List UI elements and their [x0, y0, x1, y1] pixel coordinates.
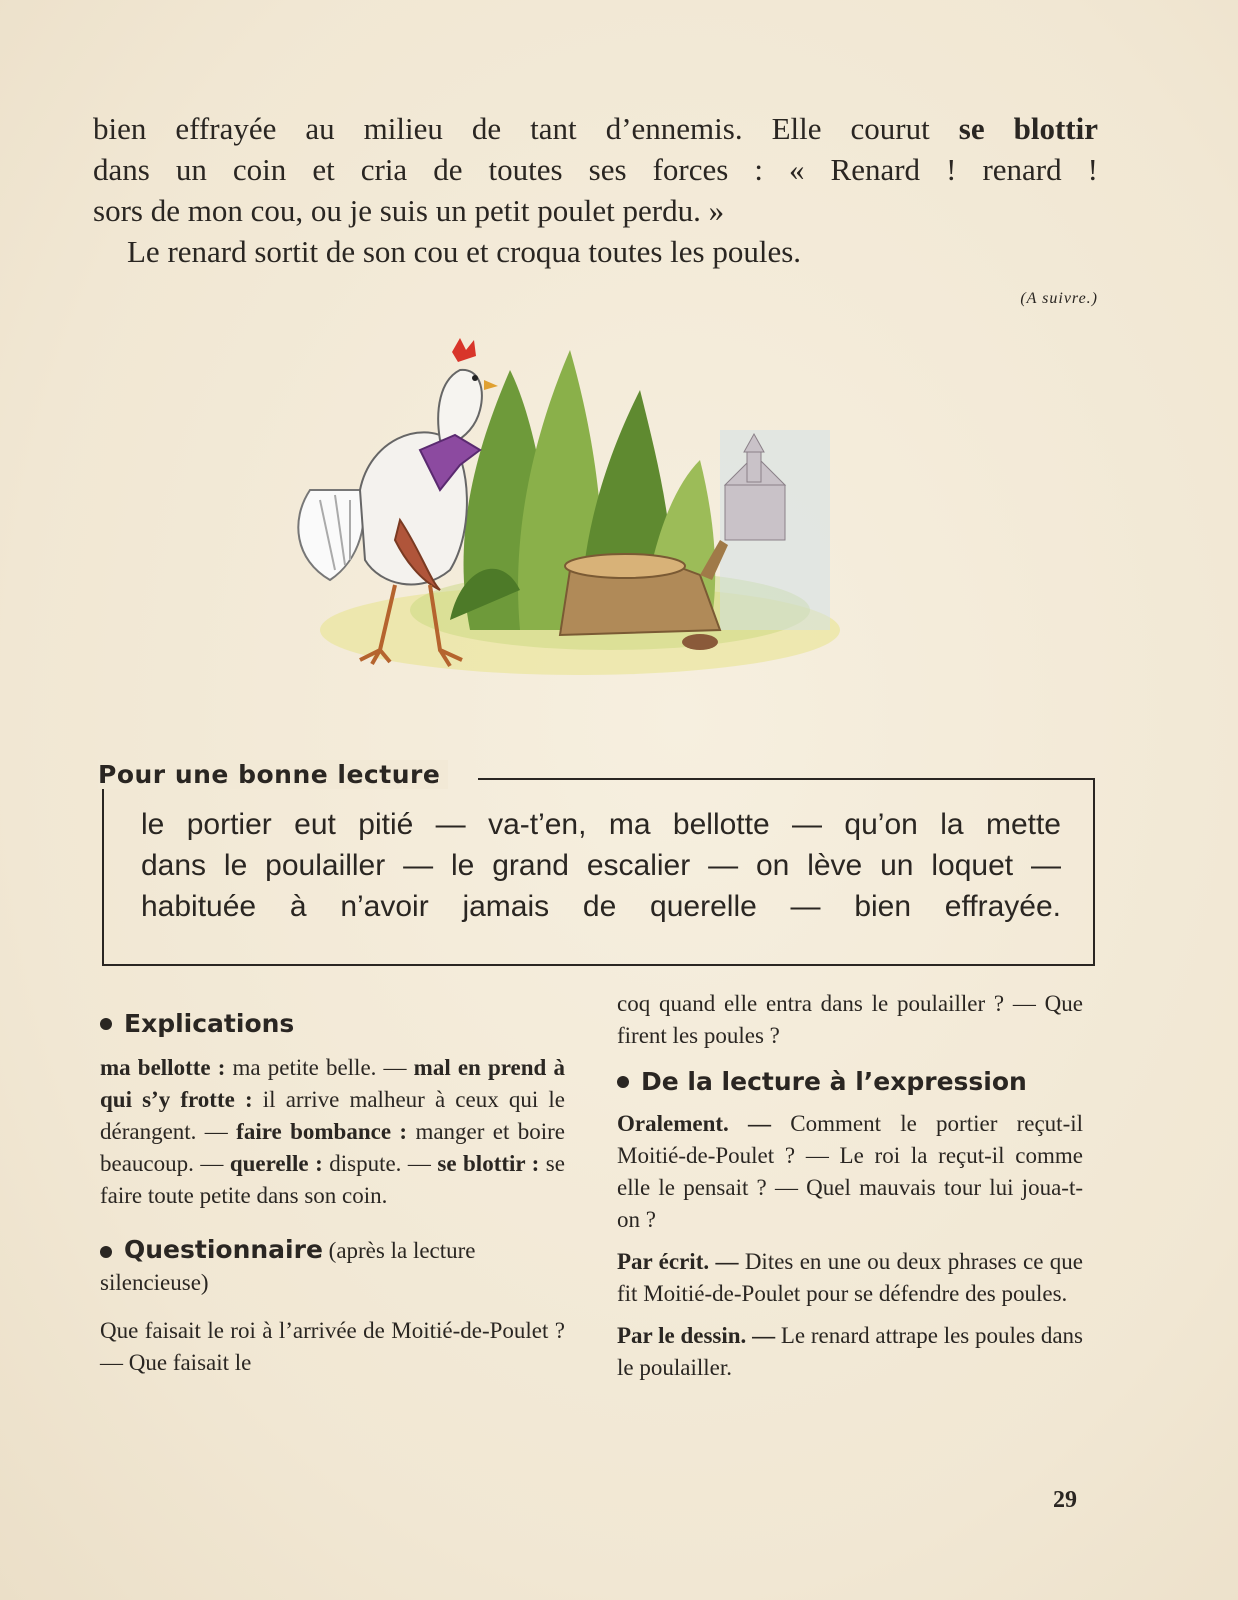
story-text [93, 108, 1098, 272]
questionnaire-text-right: coq quand elle entra dans le poulailler ? — Que firent les poules ? [617, 991, 1083, 1048]
page-number: 29 [1053, 1487, 1077, 1513]
bullet-icon [100, 1246, 112, 1258]
right-column [617, 991, 1084, 1384]
par-le-dessin-text: Par le dessin. — Le renard attrape les poules dans le poulailler. [617, 1323, 1083, 1380]
story-line-1: bien effrayée au milieu de tant d’ennemis. Elle courut [93, 111, 959, 146]
explications-title: Explications [124, 1009, 295, 1038]
story-line-3: sors de mon cou, ou je suis un petit poulet perdu. » [93, 193, 725, 228]
expression-title: De la lecture à l’expression [641, 1067, 1027, 1096]
questionnaire-subtitle: (après la lecture silencieuse) [100, 1238, 476, 1295]
oralement-text: Oralement. — Comment le portier reçut-il Moitié-de-Poulet ? — Le roi la reçut-il comme elle le pensait ? — Quel mauvais tour lui joua-t-on ? [617, 1111, 1084, 1232]
questionnaire-heading [100, 1234, 565, 1299]
story-keyword: se blottir [958, 111, 1099, 146]
section-heading-pour-une-bonne-lecture: Pour une bonne lecture [98, 760, 448, 789]
reading-line-1: le portier eut pitié — va-t’en, ma bellotte — qu’on la mette [141, 808, 1061, 841]
par-ecrit-text: Par écrit. — Dites en une ou deux phrases ce que fit Moitié-de-Poulet pour se défendre des poules. [617, 1249, 1083, 1306]
left-column [100, 1008, 565, 1379]
story-line-2: dans un coin et cria de toutes ses forces : « Renard ! renard ! [93, 152, 1098, 187]
reading-line-3: habituée à n’avoir jamais de querelle — bien effrayée. [141, 890, 1061, 923]
questionnaire-title: Questionnaire [124, 1235, 323, 1264]
bullet-icon [617, 1076, 629, 1088]
questionnaire-text-left: Que faisait le roi à l’arrivée de Moitié-de-Poulet ? — Que faisait le [100, 1318, 565, 1375]
reading-line-2: dans le poulailler — le grand escalier — on lève un loquet — [141, 849, 1061, 882]
bullet-icon [100, 1018, 112, 1030]
a-suivre-note: (A suivre.) [1020, 290, 1098, 307]
story-line-4: Le renard sortit de son cou et croqua toutes les poules. [127, 234, 802, 269]
expression-heading [617, 1066, 1083, 1098]
hen-illustration [280, 330, 840, 690]
reading-box-text [141, 804, 1061, 927]
explications-heading [100, 1008, 565, 1040]
explications-text: ma bellotte : ma petite belle. — mal en prend à qui s’y frotte : il arrive malheur à ceux qui le dérangent. — faire bombance : manger et boire beaucoup. — querelle : dispute. — se blottir : se faire toute petite dans son coin. [100, 1055, 565, 1208]
